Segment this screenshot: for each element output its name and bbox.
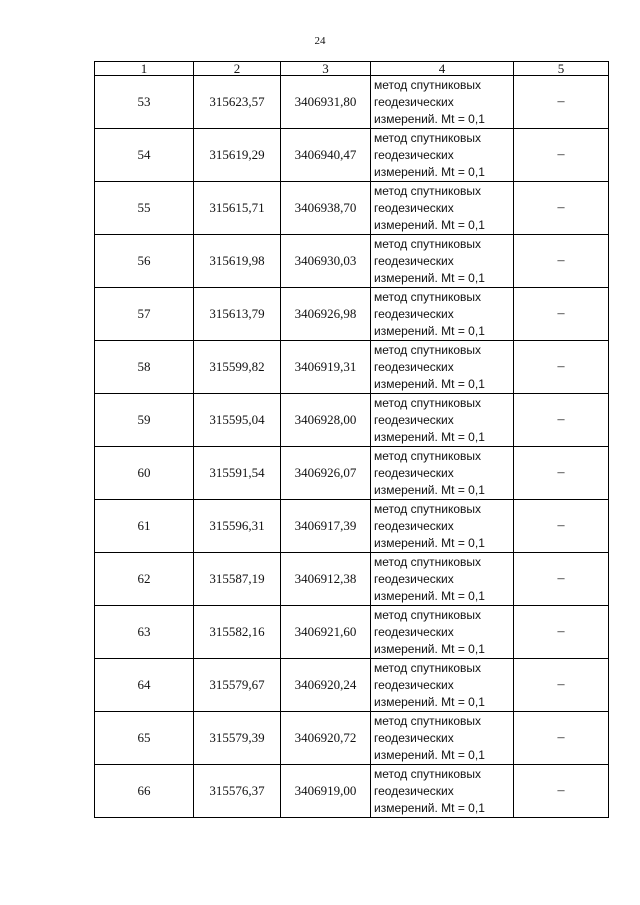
method-cell <box>371 765 514 818</box>
method-line: измерений. Mt = 0,1 <box>374 323 485 338</box>
method-line: измерений. Mt = 0,1 <box>374 800 485 815</box>
table-row <box>95 182 609 235</box>
method-line: метод спутниковых <box>374 660 482 675</box>
note-cell: – <box>514 500 609 553</box>
x-coordinate-cell: 315579,39 <box>194 712 281 765</box>
y-coordinate-cell: 3406912,38 <box>281 553 371 606</box>
note-cell: – <box>514 341 609 394</box>
table-row <box>95 394 609 447</box>
table-row <box>95 341 609 394</box>
point-number-cell: 60 <box>95 447 194 500</box>
y-coordinate-cell: 3406930,03 <box>281 235 371 288</box>
y-coordinate-cell: 3406921,60 <box>281 606 371 659</box>
table-row <box>95 447 609 500</box>
point-number-cell: 64 <box>95 659 194 712</box>
point-number-cell: 61 <box>95 500 194 553</box>
note-cell: – <box>514 765 609 818</box>
method-line: измерений. Mt = 0,1 <box>374 270 485 285</box>
column-header-4: 4 <box>371 62 514 76</box>
method-line: геодезических <box>374 359 454 374</box>
table-row <box>95 765 609 818</box>
table-row <box>95 76 609 129</box>
method-line: метод спутниковых <box>374 554 482 569</box>
y-coordinate-cell: 3406919,31 <box>281 341 371 394</box>
method-line: геодезических <box>374 677 454 692</box>
x-coordinate-cell: 315582,16 <box>194 606 281 659</box>
method-line: геодезических <box>374 730 454 745</box>
x-coordinate-cell: 315615,71 <box>194 182 281 235</box>
method-cell <box>371 553 514 606</box>
note-cell: – <box>514 447 609 500</box>
method-line: измерений. Mt = 0,1 <box>374 111 485 126</box>
method-line: измерений. Mt = 0,1 <box>374 482 485 497</box>
method-cell <box>371 447 514 500</box>
x-coordinate-cell: 315613,79 <box>194 288 281 341</box>
y-coordinate-cell: 3406919,00 <box>281 765 371 818</box>
point-number-cell: 66 <box>95 765 194 818</box>
method-cell <box>371 76 514 129</box>
method-line: метод спутниковых <box>374 130 482 145</box>
x-coordinate-cell: 315623,57 <box>194 76 281 129</box>
method-line: геодезических <box>374 412 454 427</box>
point-number-cell: 53 <box>95 76 194 129</box>
table-row <box>95 129 609 182</box>
method-cell <box>371 500 514 553</box>
x-coordinate-cell: 315619,29 <box>194 129 281 182</box>
method-line: измерений. Mt = 0,1 <box>374 164 485 179</box>
note-cell: – <box>514 553 609 606</box>
method-line: геодезических <box>374 518 454 533</box>
x-coordinate-cell: 315595,04 <box>194 394 281 447</box>
method-cell <box>371 182 514 235</box>
x-coordinate-cell: 315596,31 <box>194 500 281 553</box>
method-line: геодезических <box>374 306 454 321</box>
point-number-cell: 58 <box>95 341 194 394</box>
x-coordinate-cell: 315599,82 <box>194 341 281 394</box>
method-line: метод спутниковых <box>374 236 482 251</box>
method-line: метод спутниковых <box>374 342 482 357</box>
note-cell: – <box>514 288 609 341</box>
y-coordinate-cell: 3406920,24 <box>281 659 371 712</box>
header-row <box>95 62 609 76</box>
point-number-cell: 62 <box>95 553 194 606</box>
point-number-cell: 63 <box>95 606 194 659</box>
point-number-cell: 56 <box>95 235 194 288</box>
table-row <box>95 659 609 712</box>
method-line: метод спутниковых <box>374 395 482 410</box>
method-line: геодезических <box>374 571 454 586</box>
method-line: измерений. Mt = 0,1 <box>374 747 485 762</box>
table-row <box>95 606 609 659</box>
method-line: метод спутниковых <box>374 501 482 516</box>
y-coordinate-cell: 3406938,70 <box>281 182 371 235</box>
point-number-cell: 65 <box>95 712 194 765</box>
x-coordinate-cell: 315579,67 <box>194 659 281 712</box>
table-row <box>95 553 609 606</box>
note-cell: – <box>514 606 609 659</box>
table-row <box>95 500 609 553</box>
y-coordinate-cell: 3406917,39 <box>281 500 371 553</box>
method-line: геодезических <box>374 94 454 109</box>
y-coordinate-cell: 3406931,80 <box>281 76 371 129</box>
note-cell: – <box>514 659 609 712</box>
method-line: геодезических <box>374 253 454 268</box>
method-line: метод спутниковых <box>374 183 482 198</box>
point-number-cell: 55 <box>95 182 194 235</box>
coordinates-table <box>94 61 609 818</box>
method-cell <box>371 712 514 765</box>
method-line: метод спутниковых <box>374 289 482 304</box>
note-cell: – <box>514 76 609 129</box>
method-cell <box>371 394 514 447</box>
method-cell <box>371 606 514 659</box>
x-coordinate-cell: 315587,19 <box>194 553 281 606</box>
note-cell: – <box>514 182 609 235</box>
method-cell <box>371 235 514 288</box>
y-coordinate-cell: 3406920,72 <box>281 712 371 765</box>
method-cell <box>371 129 514 182</box>
method-line: метод спутниковых <box>374 607 482 622</box>
method-line: метод спутниковых <box>374 766 482 781</box>
method-line: измерений. Mt = 0,1 <box>374 217 485 232</box>
point-number-cell: 59 <box>95 394 194 447</box>
method-line: измерений. Mt = 0,1 <box>374 535 485 550</box>
method-line: геодезических <box>374 465 454 480</box>
point-number-cell: 54 <box>95 129 194 182</box>
column-header-1: 1 <box>95 62 194 76</box>
x-coordinate-cell: 315576,37 <box>194 765 281 818</box>
method-line: геодезических <box>374 624 454 639</box>
method-line: геодезических <box>374 147 454 162</box>
note-cell: – <box>514 129 609 182</box>
x-coordinate-cell: 315591,54 <box>194 447 281 500</box>
note-cell: – <box>514 712 609 765</box>
method-line: метод спутниковых <box>374 448 482 463</box>
x-coordinate-cell: 315619,98 <box>194 235 281 288</box>
column-header-3: 3 <box>281 62 371 76</box>
method-cell <box>371 288 514 341</box>
method-line: измерений. Mt = 0,1 <box>374 429 485 444</box>
method-cell <box>371 659 514 712</box>
method-cell <box>371 341 514 394</box>
point-number-cell: 57 <box>95 288 194 341</box>
method-line: измерений. Mt = 0,1 <box>374 641 485 656</box>
method-line: геодезических <box>374 200 454 215</box>
y-coordinate-cell: 3406940,47 <box>281 129 371 182</box>
y-coordinate-cell: 3406926,98 <box>281 288 371 341</box>
table-row <box>95 235 609 288</box>
table-row <box>95 712 609 765</box>
note-cell: – <box>514 235 609 288</box>
note-cell: – <box>514 394 609 447</box>
method-line: геодезических <box>374 783 454 798</box>
method-line: измерений. Mt = 0,1 <box>374 588 485 603</box>
table-row <box>95 288 609 341</box>
method-line: измерений. Mt = 0,1 <box>374 694 485 709</box>
method-line: измерений. Mt = 0,1 <box>374 376 485 391</box>
method-line: метод спутниковых <box>374 77 482 92</box>
y-coordinate-cell: 3406928,00 <box>281 394 371 447</box>
method-line: метод спутниковых <box>374 713 482 728</box>
y-coordinate-cell: 3406926,07 <box>281 447 371 500</box>
page-number: 24 <box>314 35 326 47</box>
column-header-2: 2 <box>194 62 281 76</box>
column-header-5: 5 <box>514 62 609 76</box>
